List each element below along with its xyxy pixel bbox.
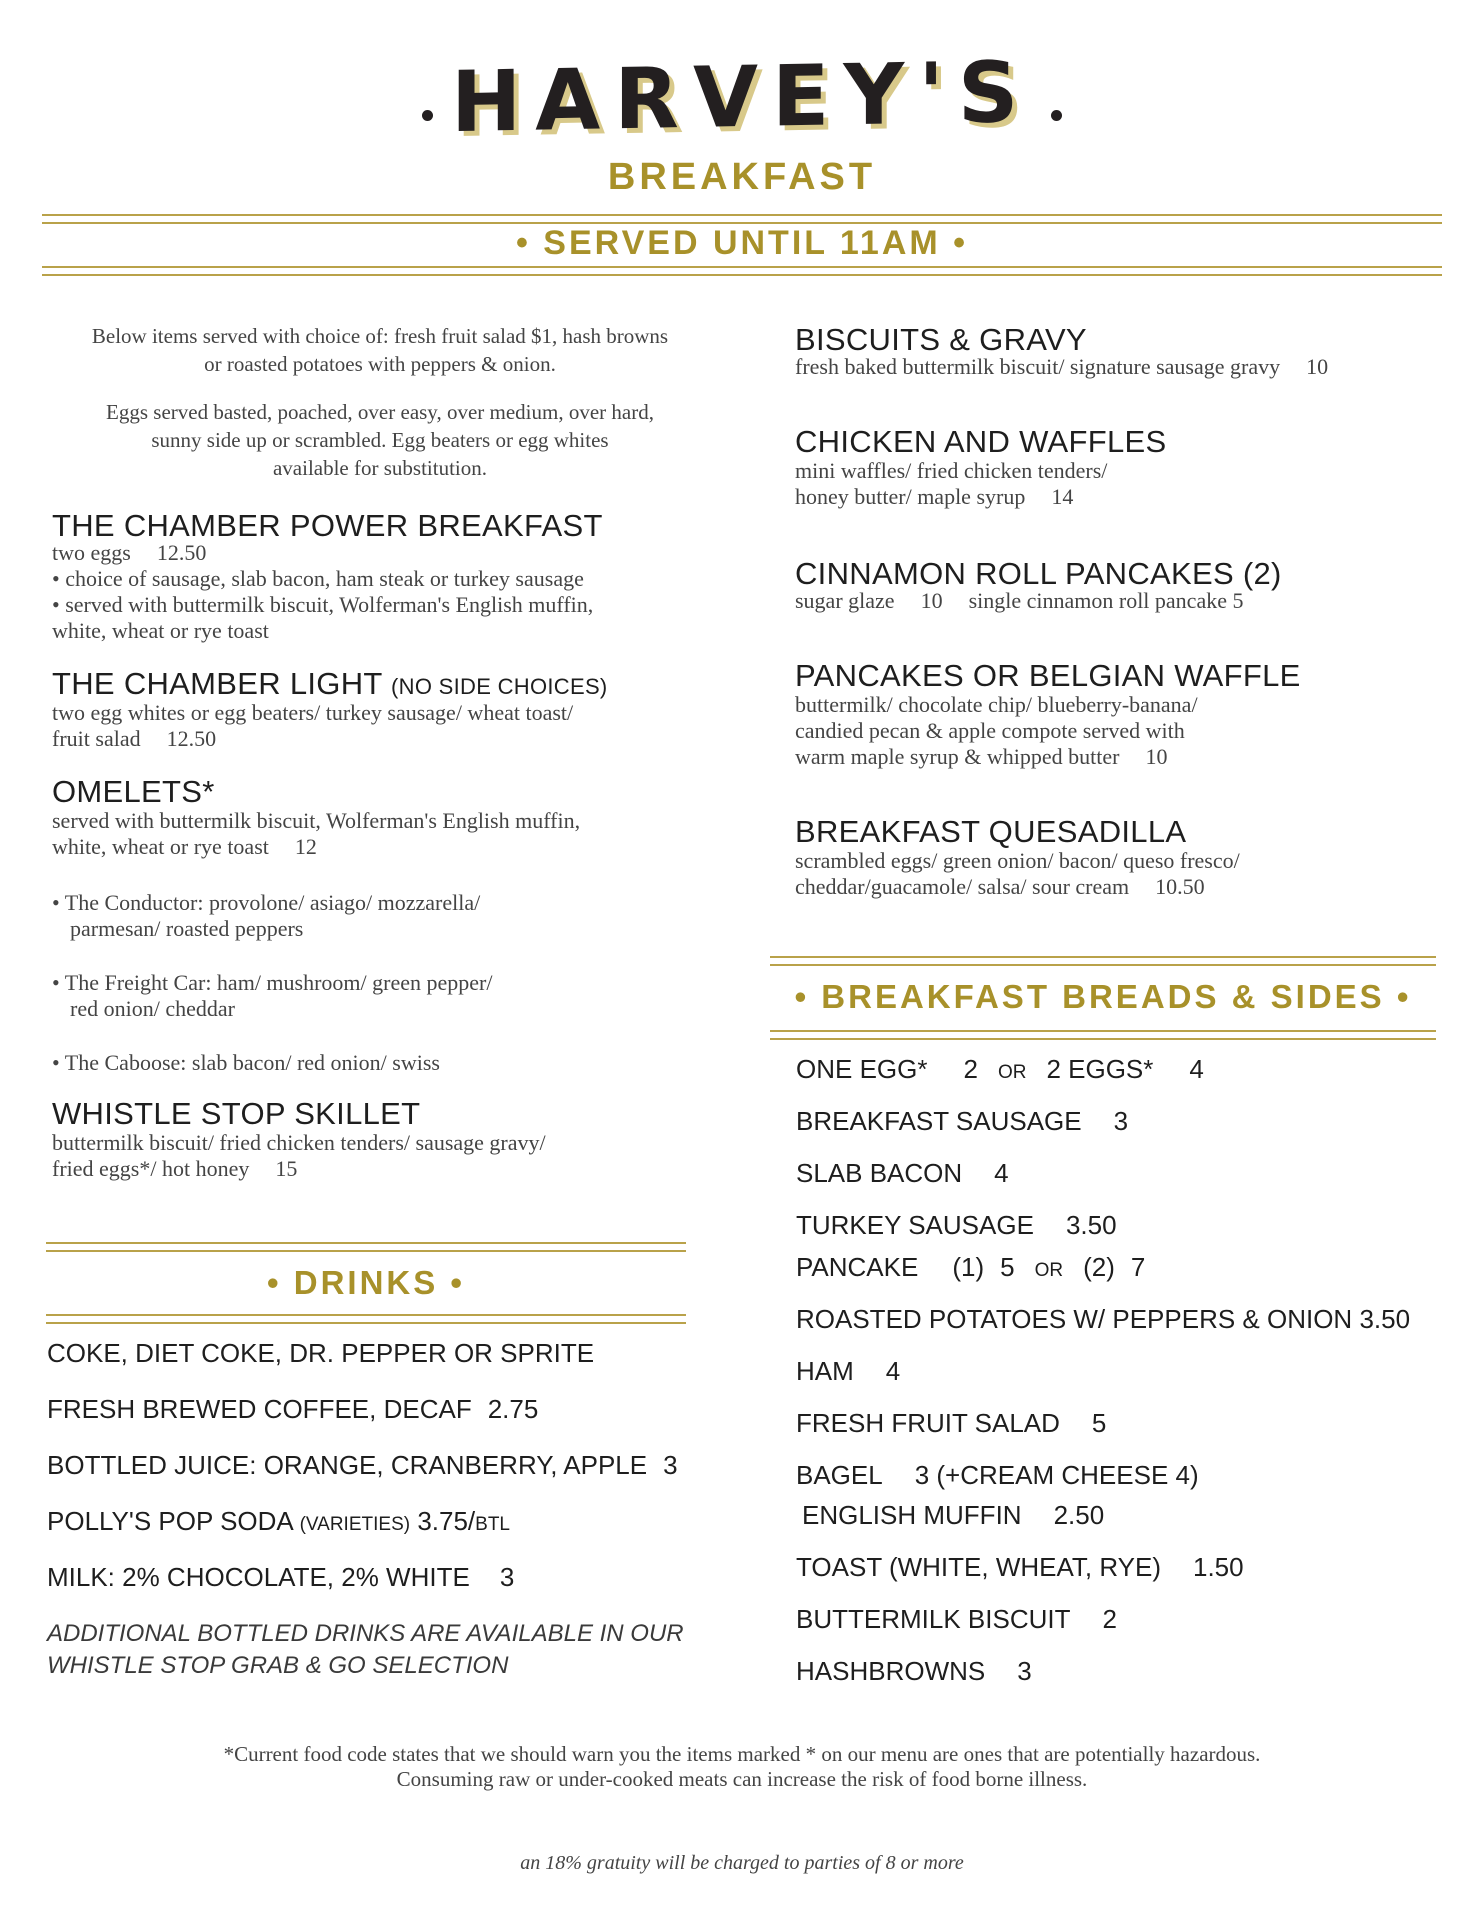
side-price: 2 [1102, 1604, 1117, 1634]
omelet-caboose: • The Caboose: slab bacon/ red onion/ swiss [52, 1050, 440, 1075]
desc-line: white, wheat or rye toast [52, 834, 269, 859]
item-price: 12 [294, 834, 317, 859]
side-price: 3.50 [1359, 1304, 1411, 1334]
side-name: SLAB BACON [796, 1158, 963, 1188]
side-qty: (2) [1083, 1252, 1115, 1282]
desc-line: buttermilk biscuit/ fried chicken tenders/ sausage gravy/ [52, 1130, 546, 1155]
item-price: 10 [920, 588, 943, 613]
desc-line: sugar glaze [795, 588, 895, 613]
side-name: BAGEL [796, 1460, 883, 1490]
drink-item [47, 1562, 514, 1593]
item-title: OMELETS* [52, 774, 215, 809]
intro-text [40, 322, 720, 482]
item-price: 10.50 [1155, 874, 1205, 899]
desc-line: warm maple syrup & whipped butter [795, 744, 1120, 769]
drink-name: MILK: 2% CHOCOLATE, 2% WHITE [47, 1562, 470, 1592]
drink-name: FRESH BREWED COFFEE, DECAF [47, 1394, 472, 1424]
side-item [796, 1210, 1117, 1241]
drink-item [47, 1450, 678, 1481]
drink-price: 3 [663, 1450, 678, 1480]
desc-line: served with buttermilk biscuit, Wolferman's English muffin, [52, 808, 581, 833]
food-code-warning [0, 1742, 1484, 1792]
desc-line: mini waffles/ fried chicken tenders/ [795, 458, 1108, 483]
item-title-text: THE CHAMBER LIGHT [52, 666, 383, 701]
drink-item [47, 1394, 538, 1425]
gratuity-note: an 18% gratuity will be charged to parties of 8 or more [520, 1852, 964, 1874]
side-price: 3 [1017, 1656, 1032, 1686]
divider [46, 1242, 686, 1252]
divider [42, 214, 1442, 224]
desc-line: two egg whites or egg beaters/ turkey sausage/ wheat toast/ [52, 700, 574, 725]
divider [770, 1030, 1436, 1040]
or-label: OR [1034, 1260, 1064, 1281]
drink-name: BOTTLED JUICE: ORANGE, CRANBERRY, APPLE [47, 1450, 648, 1480]
logo: HARVEY'S [451, 42, 1033, 152]
desc-line: • served with buttermilk biscuit, Wolferman's English muffin, [52, 592, 594, 617]
side-price: 3.50 [1065, 1210, 1117, 1240]
side-name: PANCAKE [796, 1252, 919, 1282]
drink-unit: BTL [475, 1514, 510, 1535]
item-price: 12.50 [156, 540, 207, 565]
brand-header [0, 42, 1484, 199]
item-desc [795, 588, 1243, 614]
side-name: TURKEY SAUSAGE [796, 1210, 1034, 1240]
or-label: OR [997, 1062, 1027, 1083]
side-price: 5 [1091, 1408, 1107, 1438]
desc-line: candied pecan & apple compote served with [795, 718, 1185, 743]
note-line: WHISTLE STOP GRAB & GO SELECTION [47, 1652, 509, 1679]
side-name: BREAKFAST SAUSAGE [796, 1106, 1082, 1136]
side-name: HASHBROWNS [796, 1656, 986, 1686]
side-price: 5 [1000, 1252, 1015, 1282]
drink-price: 3 [499, 1562, 515, 1592]
side-price: 4 [1189, 1054, 1204, 1084]
warning-line: *Current food code states that we should warn you the items marked * on our menu are ones that are potentially hazardous. [223, 1742, 1261, 1766]
side-price: 3 (+CREAM CHEESE 4) [914, 1460, 1199, 1490]
drink-price: 3.75/ [417, 1506, 476, 1536]
side-name: ENGLISH MUFFIN [802, 1500, 1022, 1530]
side-item [796, 1604, 1117, 1635]
side-item [796, 1460, 1199, 1491]
desc-line: white, wheat or rye toast [52, 618, 269, 643]
item-price: 15 [275, 1156, 298, 1181]
sides-title: • BREAKFAST BREADS & SIDES • [794, 978, 1412, 1015]
side-item [796, 1054, 1204, 1085]
item-title: CHICKEN AND WAFFLES [795, 424, 1167, 459]
side-price: 2 [963, 1054, 978, 1084]
side-item [796, 1304, 1410, 1335]
side-item [796, 1106, 1128, 1137]
side-price: 7 [1130, 1252, 1146, 1282]
desc-line: fruit salad [52, 726, 141, 751]
side-item [802, 1500, 1104, 1531]
item-desc [795, 692, 1198, 770]
item-price: 10 [1145, 744, 1168, 769]
menu-subtitle: BREAKFAST [607, 156, 877, 198]
logo-dot-left [422, 110, 433, 121]
desc-line: parmesan/ roasted peppers [70, 916, 304, 941]
omelet-conductor [52, 890, 480, 942]
item-title [52, 666, 608, 702]
desc-line: • choice of sausage, slab bacon, ham steak or turkey sausage [52, 566, 584, 591]
item-desc [52, 700, 573, 752]
side-item [796, 1408, 1106, 1439]
drinks-note [47, 1618, 684, 1682]
warning-line: Consuming raw or under-cooked meats can increase the risk of food borne illness. [396, 1767, 1088, 1791]
side-name: TOAST (WHITE, WHEAT, RYE) [796, 1552, 1161, 1582]
side-price: 4 [885, 1356, 901, 1386]
eggs-line: Eggs served basted, poached, over easy, over medium, over hard, [106, 400, 654, 424]
side-qty: (1) [952, 1252, 985, 1282]
item-desc [52, 808, 580, 860]
side-name: BUTTERMILK BISCUIT [796, 1604, 1071, 1634]
item-desc [795, 458, 1107, 510]
logo-dot-right [1051, 110, 1062, 121]
item-extra: single cinnamon roll pancake 5 [968, 588, 1244, 613]
desc-line: fried eggs*/ hot honey [52, 1156, 250, 1181]
drinks-title: • DRINKS • [267, 1264, 465, 1301]
divider [770, 956, 1436, 966]
drink-item: COKE, DIET COKE, DR. PEPPER OR SPRITE [47, 1338, 595, 1368]
item-title: THE CHAMBER POWER BREAKFAST [52, 508, 603, 543]
side-name: FRESH FRUIT SALAD [796, 1408, 1060, 1438]
item-price: 10 [1306, 354, 1329, 379]
desc-line: two eggs [52, 540, 131, 565]
desc-line: buttermilk/ chocolate chip/ blueberry-banana/ [795, 692, 1198, 717]
item-title: CINNAMON ROLL PANCAKES (2) [795, 556, 1282, 591]
side-price: 3 [1113, 1106, 1129, 1136]
intro-line: Below items served with choice of: fresh fruit salad $1, hash browns [91, 324, 669, 348]
item-title: PANCAKES OR BELGIAN WAFFLE [795, 658, 1301, 693]
side-name: ONE EGG* [796, 1054, 928, 1084]
side-price: 2.50 [1053, 1500, 1105, 1530]
item-desc [52, 1130, 546, 1182]
divider [46, 1314, 686, 1324]
served-until: • SERVED UNTIL 11AM • [515, 224, 969, 262]
desc-line: cheddar/guacamole/ salsa/ sour cream [795, 874, 1130, 899]
side-item [796, 1356, 900, 1387]
side-item [796, 1252, 1145, 1283]
desc-line: red onion/ cheddar [70, 996, 235, 1021]
side-price: 4 [994, 1158, 1009, 1188]
item-price: 14 [1051, 484, 1074, 509]
desc-line: • The Freight Car: ham/ mushroom/ green pepper/ [52, 970, 493, 995]
side-name: 2 EGGS* [1046, 1054, 1154, 1084]
item-title: BISCUITS & GRAVY [795, 322, 1087, 357]
desc-line: fresh baked buttermilk biscuit/ signature sausage gravy [795, 354, 1281, 379]
item-desc [795, 354, 1328, 380]
side-item [796, 1158, 1009, 1189]
note-line: ADDITIONAL BOTTLED DRINKS ARE AVAILABLE IN OUR [47, 1620, 684, 1647]
side-item [796, 1552, 1244, 1583]
side-item [796, 1656, 1032, 1687]
item-price: 12.50 [166, 726, 217, 751]
item-title: BREAKFAST QUESADILLA [795, 814, 1187, 849]
side-name: ROASTED POTATOES W/ PEPPERS & ONION [796, 1304, 1353, 1334]
eggs-line: sunny side up or scrambled. Egg beaters or egg whites [151, 428, 609, 452]
item-title-note: (NO SIDE CHOICES) [391, 674, 608, 699]
drink-name: POLLY'S POP SODA [47, 1506, 293, 1536]
side-price: 1.50 [1193, 1552, 1244, 1582]
drink-note: (VARIETIES) [299, 1514, 411, 1535]
eggs-line: available for substitution. [272, 456, 488, 480]
desc-line: • The Conductor: provolone/ asiago/ mozzarella/ [52, 890, 481, 915]
desc-line: honey butter/ maple syrup [795, 484, 1026, 509]
drink-price: 2.75 [487, 1394, 539, 1424]
desc-line: scrambled eggs/ green onion/ bacon/ queso fresco/ [795, 848, 1240, 873]
omelet-freight-car [52, 970, 492, 1022]
item-desc [795, 848, 1240, 900]
item-desc [52, 540, 593, 644]
drink-item [47, 1506, 510, 1537]
item-title: WHISTLE STOP SKILLET [52, 1096, 421, 1131]
divider [42, 266, 1442, 276]
side-name: HAM [796, 1356, 854, 1386]
intro-line: or roasted potatoes with peppers & onion. [204, 352, 556, 376]
